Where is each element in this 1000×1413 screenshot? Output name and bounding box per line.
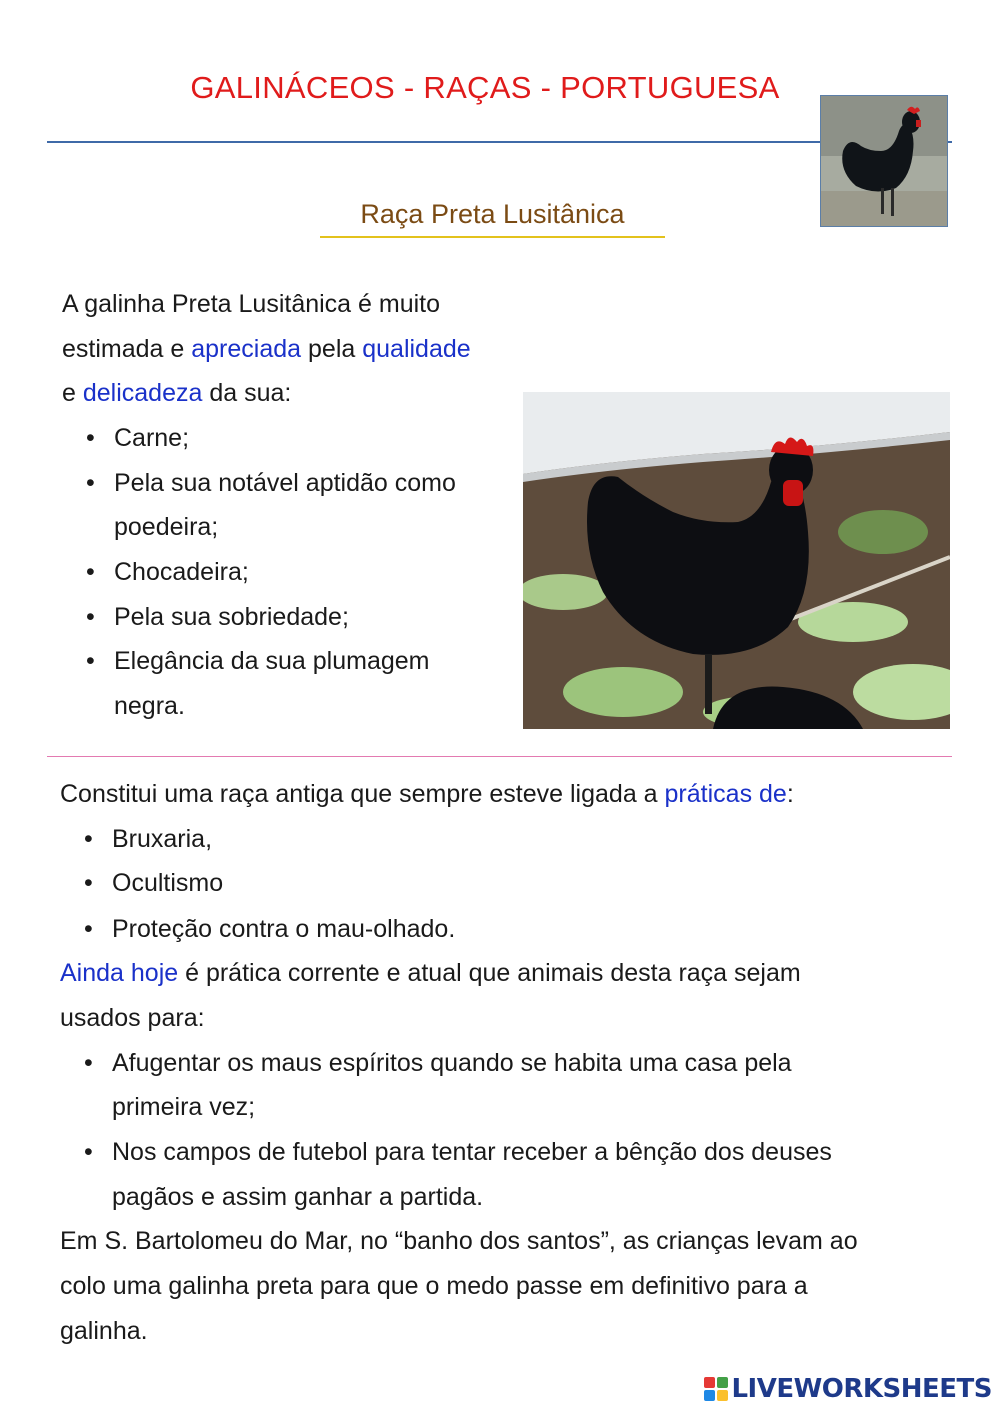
intro-line-1: A galinha Preta Lusitânica é muito: [62, 290, 441, 318]
closing-line-1: Em S. Bartolomeu do Mar, no “banho dos santos”, as crianças levam ao: [60, 1227, 858, 1255]
list-item-continuation: poedeira;: [114, 513, 219, 541]
rooster-thumbnail-image: [820, 95, 948, 227]
list-item: • Ocultismo: [112, 861, 223, 906]
section-divider: [47, 756, 952, 757]
intro-line-3: e delicadeza da sua:: [62, 379, 292, 407]
subtitle-underline: [320, 236, 665, 238]
liveworksheets-logo: [704, 1373, 992, 1405]
brand-name: LIVEWORKSHEETS: [731, 1374, 992, 1404]
list-item: • Nos campos de futebol para tentar receber a bênção dos deuses: [112, 1130, 832, 1175]
section2-line-3: usados para:: [60, 1004, 205, 1032]
section2-line-1: Constitui uma raça antiga que sempre esteve ligada a práticas de:: [60, 780, 794, 808]
highlight-delicadeza: delicadeza: [82, 379, 203, 407]
closing-line-3: galinha.: [60, 1317, 148, 1345]
list-item: • Pela sua notável aptidão como: [114, 461, 456, 506]
list-item: • Proteção contra o mau-olhado.: [112, 907, 455, 952]
breed-subtitle: Raça Preta Lusitânica: [360, 199, 625, 229]
list-item: • Bruxaria,: [112, 817, 212, 862]
intro-line-2: estimada e apreciada pela qualidade: [62, 335, 471, 363]
list-item-continuation: negra.: [114, 692, 185, 720]
liveworksheets-icon: [704, 1377, 728, 1401]
highlight-qualidade: qualidade: [362, 335, 471, 363]
list-item: • Pela sua sobriedade;: [114, 595, 349, 640]
title-divider: [47, 141, 952, 143]
list-item-continuation: primeira vez;: [112, 1093, 256, 1121]
page-title: GALINÁCEOS - RAÇAS - PORTUGUESA: [190, 70, 780, 105]
highlight-praticas: práticas de: [664, 780, 787, 808]
closing-line-2: colo uma galinha preta para que o medo passe em definitivo para a: [60, 1272, 808, 1300]
list-item: • Chocadeira;: [114, 550, 249, 595]
list-item: • Elegância da sua plumagem: [114, 639, 429, 684]
list-item: • Afugentar os maus espíritos quando se habita uma casa pela: [112, 1041, 792, 1086]
black-hen-photo: [523, 392, 950, 729]
section2-line-2: Ainda hoje é prática corrente e atual que animais desta raça sejam: [60, 959, 801, 987]
highlight-apreciada: apreciada: [191, 335, 302, 363]
list-item: • Carne;: [114, 416, 189, 461]
highlight-ainda-hoje: Ainda hoje: [60, 959, 179, 987]
list-item-continuation: pagãos e assim ganhar a partida.: [112, 1183, 484, 1211]
